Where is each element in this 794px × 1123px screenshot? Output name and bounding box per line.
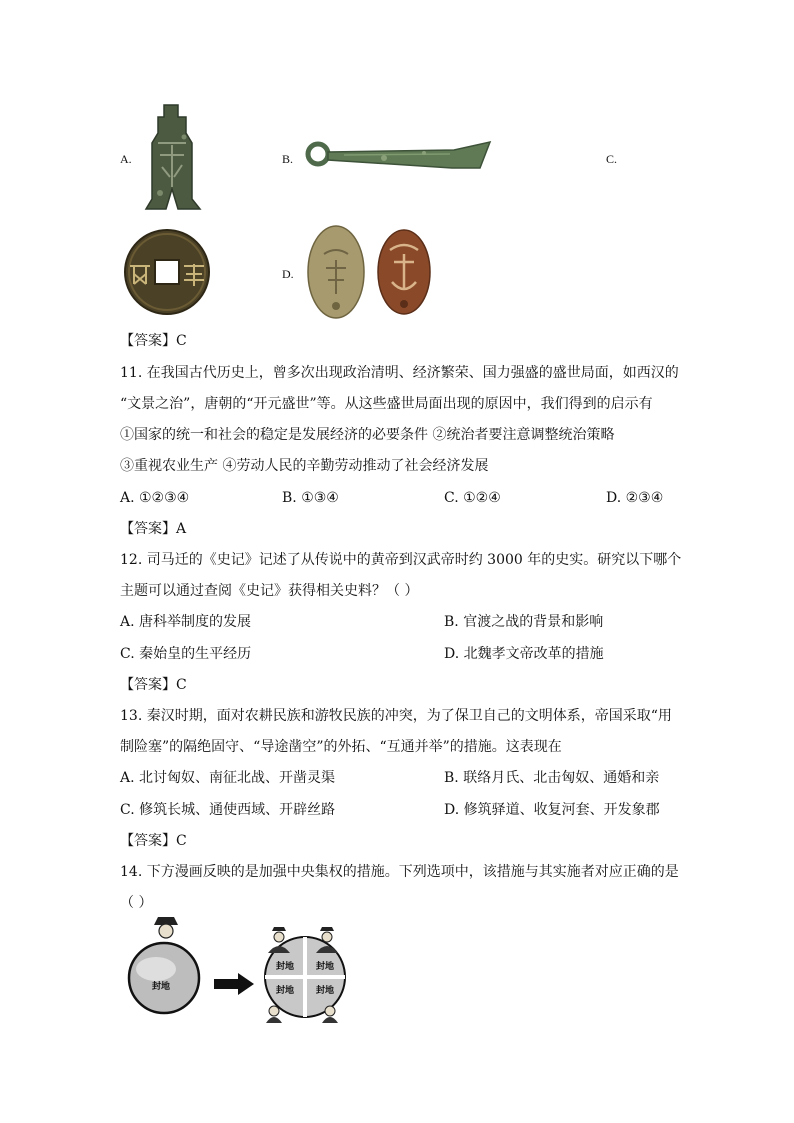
q11-answer: 【答案】A <box>120 521 187 537</box>
knife-coin-icon <box>304 138 494 180</box>
q10-option-d-label: D. <box>282 267 294 281</box>
q12-option-a: A. 唐科举制度的发展 <box>120 614 252 630</box>
q11-stem-line4: ③重视农业生产 ④劳动人民的辛勤劳动推动了社会经济发展 <box>120 458 489 474</box>
fief-label-large: 封地 <box>152 982 171 992</box>
q12-option-c: C. 秦始皇的生平经历 <box>120 646 252 662</box>
fief-label-top-right: 封地 <box>316 962 335 972</box>
q12-stem-line1: 12. 司马迁的《史记》记述了从传说中的黄帝到汉武帝时约 3000 年的史实。研究以下哪个 <box>120 552 682 568</box>
q11-stem-line1: 11. 在我国古代历史上，曾多次出现政治清明、经济繁荣、国力强盛的盛世局面，如西汉的 <box>120 365 679 381</box>
fief-label-bottom-right: 封地 <box>316 986 335 996</box>
q11-stem-line3: ①国家的统一和社会的稳定是发展经济的必要条件 ②统治者要注意调整统治策略 <box>120 427 615 443</box>
q13-option-a: A. 北讨匈奴、南征北战、开凿灵渠 <box>120 770 336 786</box>
q10-option-b-label: B. <box>282 152 294 166</box>
q13-stem-line2: 制险塞”的隔绝固守、“导途凿空”的外拓、“互通并举”的措施。这表现在 <box>120 739 562 755</box>
q11-option-b: B. ①③④ <box>282 490 339 506</box>
round-ban-liang-coin-icon <box>122 228 212 316</box>
fief-label-bottom-left: 封地 <box>276 986 295 996</box>
q11-option-c: C. ①②④ <box>444 490 501 506</box>
q13-answer: 【答案】C <box>120 833 187 849</box>
ant-nose-coin-icon <box>304 224 434 324</box>
large-fief-globe <box>126 941 202 1015</box>
q12-option-b: B. 官渡之战的背景和影响 <box>444 614 604 630</box>
q12-stem-line2: 主题可以通过查阅《史记》获得相关史料？（ ） <box>120 583 419 599</box>
centralization-cartoon <box>120 915 360 1025</box>
q13-stem-line1: 13. 秦汉时期，面对农耕民族和游牧民族的冲突，为了保卫自己的文明体系，帝国采取“用 <box>120 708 672 724</box>
q10-option-c-label: C. <box>606 152 618 166</box>
spade-coin-icon <box>140 103 202 211</box>
q13-option-b: B. 联络月氏、北击匈奴、通婚和亲 <box>444 770 660 786</box>
q11-option-d: D. ②③④ <box>606 490 664 506</box>
q11-option-a: A. ①②③④ <box>120 490 190 506</box>
q13-option-d: D. 修筑驿道、收复河套、开发象郡 <box>444 802 660 818</box>
q10-answer: 【答案】C <box>120 333 187 349</box>
q11-stem-line2: “文景之治”，唐朝的“开元盛世”等。从这些盛世局面出现的原因中，我们得到的启示有 <box>120 396 653 412</box>
divided-fief-globe <box>260 927 350 1023</box>
q12-option-d: D. 北魏孝文帝改革的措施 <box>444 646 604 662</box>
fief-label-top-left: 封地 <box>276 962 295 972</box>
q14-stem-line1: 14. 下方漫画反映的是加强中央集权的措施。下列选项中，该措施与其实施者对应正确的是 <box>120 864 679 880</box>
q12-answer: 【答案】C <box>120 677 187 693</box>
q10-option-a-label: A. <box>120 152 132 166</box>
q14-stem-line2: （ ） <box>120 895 153 911</box>
q13-option-c: C. 修筑长城、通使西域、开辟丝路 <box>120 802 336 818</box>
right-arrow-icon <box>214 973 254 995</box>
